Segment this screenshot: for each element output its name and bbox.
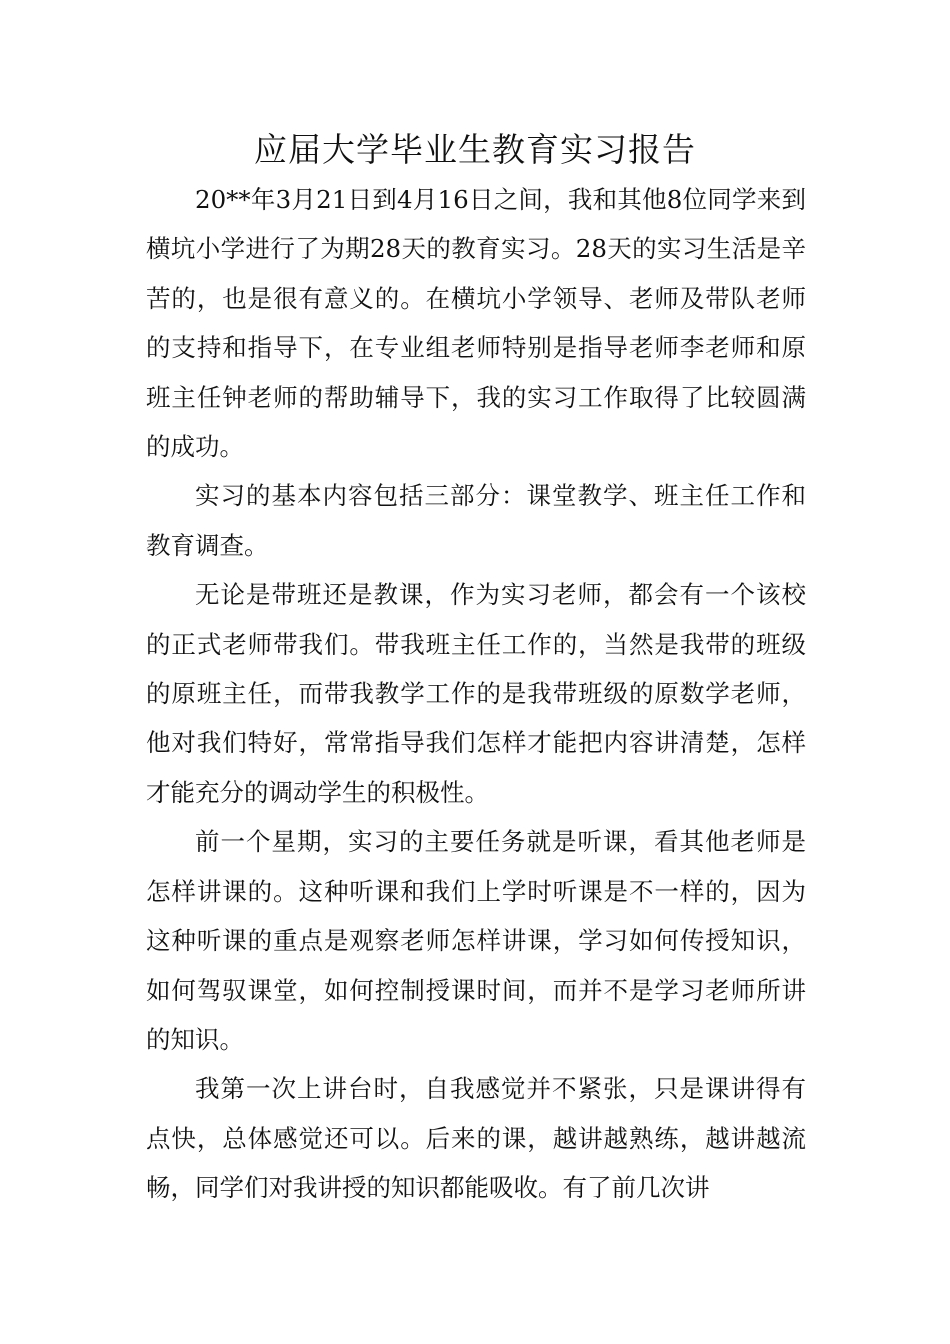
document-body [146,175,806,1213]
paragraph-5: 我第一次上讲台时，自我感觉并不紧张，只是课讲得有点快，总体感觉还可以。后来的课，越讲越熟练，越讲越流畅，同学们对我讲授的知识都能吸收。有了前几次讲 [146,1074,806,1203]
paragraph-4: 前一个星期，实习的主要任务就是听课，看其他老师是怎样讲课的。这种听课和我们上学时听课是不一样的，因为这种听课的重点是观察老师怎样讲课，学习如何传授知识，如何驾驭课堂，如何控制授课时间，而并不是学习老师所讲的知识。 [146,827,806,1054]
paragraph-1: 20**年3月21日到4月16日之间，我和其他8位同学来到横坑小学进行了为期28天的教育实习。28天的实习生活是辛苦的，也是很有意义的。在横坑小学领导、老师及带队老师的支持和指导下，在专业组老师特别是指导老师李老师和原班主任钟老师的帮助辅导下，我的实习工作取得了比较圆满的成功。 [146,185,806,462]
paragraph-2: 实习的基本内容包括三部分：课堂教学、班主任工作和教育调查。 [146,481,806,560]
document-title: 应届大学毕业生教育实习报告 [254,130,696,169]
paragraph-3: 无论是带班还是教课，作为实习老师，都会有一个该校的正式老师带我们。带我班主任工作的，当然是我带的班级的原班主任，而带我教学工作的是我带班级的原数学老师，他对我们特好，常常指导我们怎样才能把内容讲清楚，怎样才能充分的调动学生的积极性。 [146,580,806,807]
